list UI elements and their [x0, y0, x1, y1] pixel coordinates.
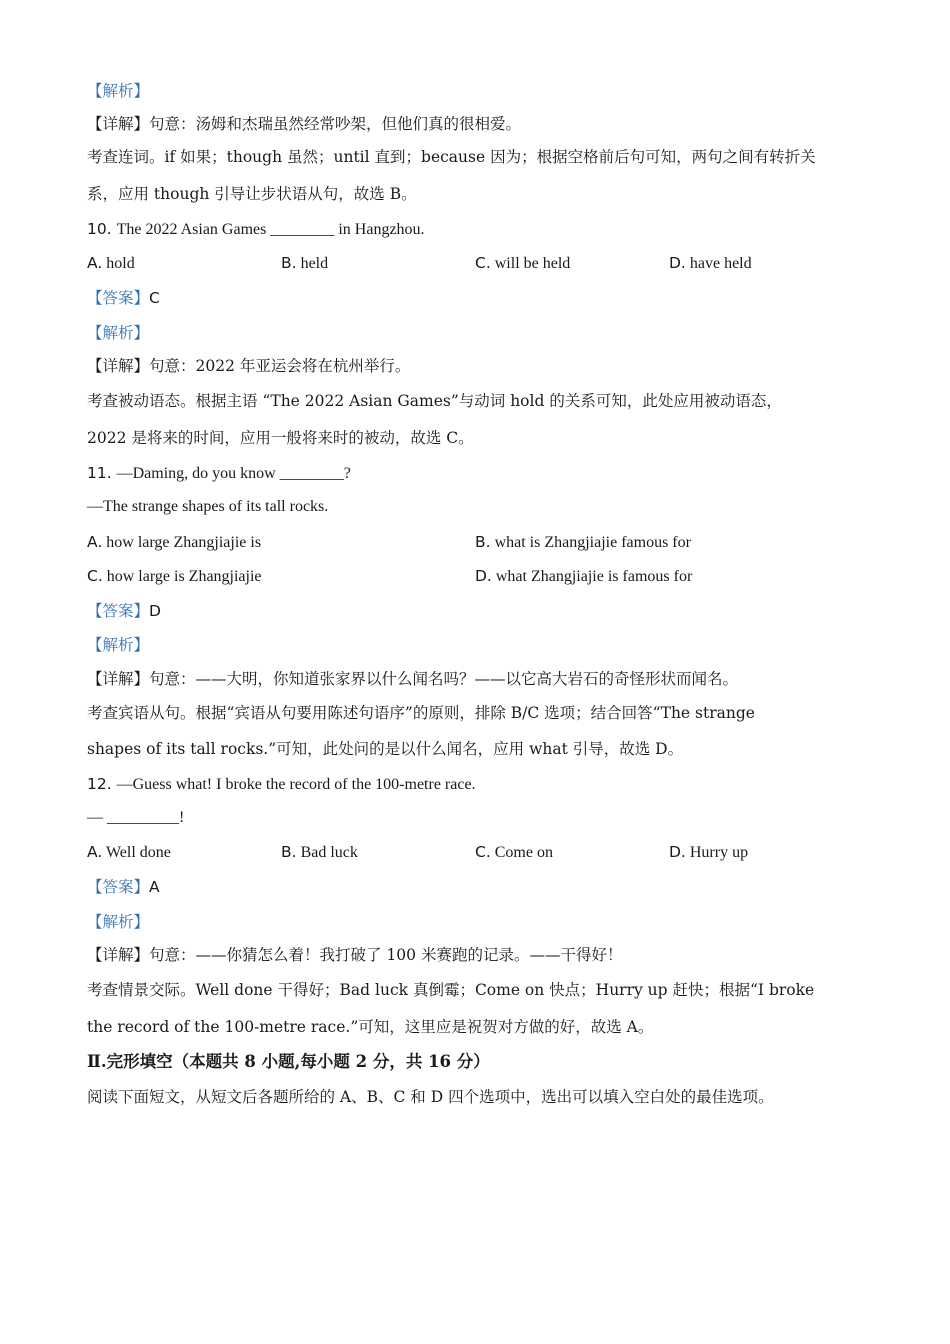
- q11-detail-text: 句意：——大明，你知道张家界以什么闻名吗？——以它高大岩石的奇怪形状而闻名。: [149, 670, 739, 688]
- q12-analysis-tag: 【解析】: [87, 913, 150, 931]
- q9-explain-1: 考查连词。if 如果；though 虽然；until 直到；because 因为；根据空格前后句可知，两句之间有转折关: [87, 148, 816, 166]
- q10-answer-value: C: [149, 289, 160, 307]
- q10-stem: The 2022 Asian Games ________ in Hangzhou.: [116, 221, 425, 238]
- q12-explain-1: 考查情景交际。Well done 干得好；Bad luck 真倒霉；Come on 快点；Hurry up 赶快；根据“I broke: [87, 981, 815, 999]
- q10-option-c: C. will be held: [475, 254, 571, 272]
- q11-analysis-tag: 【解析】: [87, 636, 150, 654]
- q12-stem-line: [87, 774, 476, 795]
- q12-option-c: C. Come on: [475, 843, 553, 861]
- q10-option-d: D. have held: [669, 254, 752, 272]
- q11-option-b: B. what is Zhangjiajie famous for: [475, 533, 691, 551]
- q11-answer: [87, 601, 161, 621]
- q10-option-b: B. held: [281, 254, 329, 272]
- q10-answer-tag: 【答案】: [87, 289, 150, 307]
- q12-stem-1: —Guess what! I broke the record of the 100-metre race.: [116, 776, 476, 793]
- q10-stem-line: [87, 219, 425, 240]
- q11-stem-1: —Daming, do you know ________?: [116, 465, 351, 482]
- q12-option-d: D. Hurry up: [669, 843, 749, 861]
- q10-detail: [87, 356, 410, 376]
- q11-stem-2: —The strange shapes of its tall rocks.: [87, 498, 329, 515]
- q11-option-c: C. how large is Zhangjiajie: [87, 567, 262, 585]
- q12-stem-2: — _________!: [87, 809, 185, 826]
- q10-answer: [87, 288, 160, 308]
- section-2-title: Ⅱ.完形填空（本题共 8 小题,每小题 2 分，共 16 分）: [87, 1052, 490, 1071]
- section-2-instruction: 阅读下面短文，从短文后各题所给的 A、B、C 和 D 四个选项中，选出可以填入空白处的最佳选项。: [87, 1088, 774, 1106]
- q10-detail-text: 句意：2022 年亚运会将在杭州举行。: [149, 357, 411, 375]
- q12-option-a: A. Well done: [87, 843, 171, 861]
- q12-explain-2: the record of the 100-metre race.”可知，这里应是祝贺对方做的好，故选 A。: [87, 1018, 654, 1036]
- q12-number: 12.: [87, 775, 112, 793]
- q12-detail-text: 句意：——你猜怎么着！我打破了 100 米赛跑的记录。——干得好！: [149, 946, 623, 964]
- q10-explain-2: 2022 是将来的时间，应用一般将来时的被动，故选 C。: [87, 429, 474, 447]
- q10-explain-1: 考查被动语态。根据主语 “The 2022 Asian Games”与动词 hold 的关系可知，此处应用被动语态，: [87, 392, 782, 410]
- q10-analysis-tag: 【解析】: [87, 324, 150, 342]
- q12-option-b: B. Bad luck: [281, 843, 358, 861]
- q12-detail: [87, 945, 622, 965]
- q9-analysis-tag: 【解析】: [87, 82, 150, 100]
- q10-option-a: A. hold: [87, 254, 135, 272]
- q12-detail-tag: 【详解】: [87, 946, 150, 964]
- q11-explain-2: shapes of its tall rocks.”可知，此处问的是以什么闻名，应用 what 引导，故选 D。: [87, 740, 684, 758]
- q11-answer-tag: 【答案】: [87, 602, 150, 620]
- q11-option-a: A. how large Zhangjiajie is: [87, 533, 262, 551]
- q12-answer-tag: 【答案】: [87, 878, 150, 896]
- q9-detail-text: 句意：汤姆和杰瑞虽然经常吵架，但他们真的很相爱。: [149, 115, 522, 133]
- q11-detail-tag: 【详解】: [87, 670, 150, 688]
- q11-option-d: D. what Zhangjiajie is famous for: [475, 567, 693, 585]
- q10-detail-tag: 【详解】: [87, 357, 150, 375]
- q11-answer-value: D: [149, 602, 161, 620]
- q9-detail: [87, 114, 521, 134]
- q11-explain-1: 考查宾语从句。根据“宾语从句要用陈述句语序”的原则，排除 B/C 选项；结合回答“The strange: [87, 704, 755, 722]
- q9-detail-tag: 【详解】: [87, 115, 150, 133]
- q10-number: 10.: [87, 220, 112, 238]
- q11-number: 11.: [87, 464, 112, 482]
- q12-answer: [87, 877, 160, 897]
- q12-answer-value: A: [149, 878, 160, 896]
- q11-detail: [87, 669, 738, 689]
- q9-explain-2: 系，应用 though 引导让步状语从句，故选 B。: [87, 185, 417, 203]
- q11-stem-line: [87, 463, 351, 484]
